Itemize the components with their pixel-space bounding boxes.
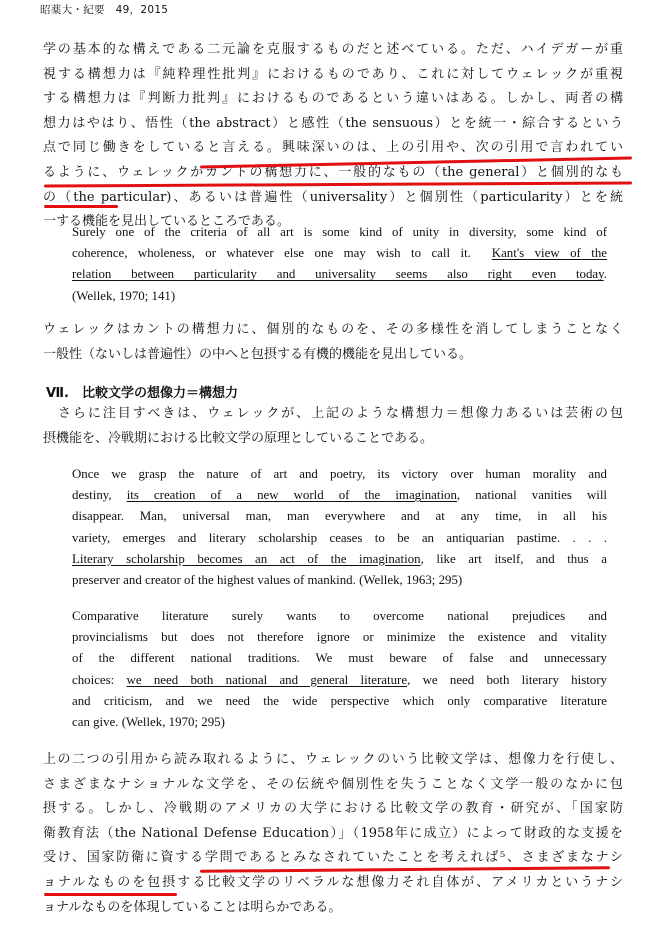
underlined-phrase: Kant's view of the	[491, 246, 607, 261]
quote-line	[72, 549, 607, 570]
text-line: 受け、国家防衛に資する学問であるとみなされていたことを考えれば⁵、さまざまなナシ	[43, 850, 623, 866]
running-header: 昭薬大・紀要 49，2015	[40, 4, 169, 16]
quote-line: can give. (Wellek, 1970; 295)	[72, 714, 225, 729]
quote-line	[72, 485, 607, 506]
text-line: 一般性（ないしは普遍性）の中へと包摂する有機的機能を見出している。	[43, 346, 473, 362]
block-quote-2	[72, 464, 607, 591]
quote-text: , national vanities will	[456, 488, 607, 503]
text-line: ョナルなものを包摂する比較文学のリベラルな想像力それ自体が、アメリカというナシ	[43, 874, 623, 890]
underlined-phrase: its creation of a new world of the imagination	[126, 488, 457, 503]
text-line: 摂する。しかし、冷戦期のアメリカの大学における比較文学の教育・研究が、「国家防	[43, 801, 623, 817]
text-line: 上の二つの引用から読み取れるように、ウェレックのいう比較文学は、想像力を行使し、	[43, 752, 623, 767]
quote-text: .	[603, 267, 607, 282]
underlined-phrase: Literary scholarship becomes an act of the imagination	[72, 551, 421, 566]
quote-text: , we need both literary history	[407, 672, 607, 687]
quote-line	[72, 670, 607, 691]
quote-line: preserver and creator of the highest values of mankind. (Wellek, 1963; 295)	[72, 572, 463, 587]
quote-line: Surely one of the criteria of all art is some kind of unity in diversity, some kind of	[72, 225, 607, 239]
block-quote-1	[72, 222, 607, 307]
quote-line: Comparative literature surely wants to overcome national prejudices and	[72, 609, 607, 623]
paragraph-3	[43, 402, 623, 451]
block-quote-3	[72, 606, 607, 733]
quote-line: provincialisms but does not therefore ignore or minimize the existence and vitality	[72, 630, 607, 645]
text-line: さらに注目すべきは、ウェレックが、上記のような構想力＝想像力あるいは芸術の包	[43, 406, 623, 421]
quote-text: destiny,	[72, 488, 112, 503]
quote-line: (Wellek, 1970; 141)	[72, 288, 176, 303]
text-line: 点で同じ働きをしていると言える。興味深いのは、上の引用や、次の引用で言われてい	[43, 140, 623, 156]
quote-text: , like art itself, and thus a	[420, 551, 607, 566]
underlined-phrase: relation between particularity and universality seems also right even today	[72, 267, 604, 282]
underlined-phrase: we need both national and general literature	[126, 672, 408, 687]
text-line: 想力はやはり、悟性（the abstract）と感性（the sensuous）とを統一・綜合するという	[43, 115, 623, 131]
text-line: ウェレックはカントの構想力に、個別的なものを、その多様性を消してしまうことなく	[43, 322, 623, 337]
quote-text: coherence, wholeness, or whatever else one may wish to call it.	[72, 246, 471, 261]
quote-line: Once we grasp the nature of art and poetry, its victory over human morality and	[72, 467, 607, 481]
quote-line	[72, 264, 607, 285]
quote-line	[72, 243, 607, 264]
quote-line: of the different national traditions. We must beware of false and unnecessary	[72, 651, 607, 666]
text-line: する構想力は『判断力批判』におけるものであるという違いはある。しかし、両者の構	[43, 91, 623, 107]
red-underline-mark	[44, 205, 118, 208]
text-line: ョナルなものを体現していることは明らかである。	[43, 899, 342, 915]
red-underline-mark	[44, 893, 177, 896]
text-line: 視する構想力は『純粋理性批判』におけるものであり、これに対してウェレックが重視	[43, 66, 623, 82]
quote-line: variety, emerges and literary scholarship ceases to be an antiquarian pastime. . . .	[72, 530, 607, 545]
text-line: 一する機能を見出しているところである。	[43, 214, 290, 230]
quote-line: disappear. Man, universal man, man everywhere and at any time, in all his	[72, 509, 607, 524]
paragraph-1	[43, 38, 623, 235]
text-line: の（the particular)、あるいは普遍性（universality）と個別性（particularity）とを統	[43, 189, 623, 205]
text-line: 摂機能を、冷戦期における比較文学の原理としていることである。	[43, 430, 434, 446]
quote-text: choices:	[72, 672, 115, 687]
text-line: さまざまなナショナルな文学を、その伝統や個別性を失うことなく文学一般のなかに包	[43, 776, 623, 792]
section-heading: Ⅶ. 比較文学の想像力＝構想力	[46, 386, 238, 401]
paragraph-2	[43, 318, 623, 367]
text-line: 衛教育法（the National Defense Education）」（1958年に成立）によって財政的な支援を	[43, 825, 623, 841]
text-line: るように、ウェレックがカントの構想力に、一般的なもの（the general）と個別的なも	[43, 164, 623, 180]
text-line: 学の基本的な構えである二元論を克服するものだと述べている。ただ、ハイデガーが重	[43, 42, 623, 57]
quote-line: and criticism, and we need the wide perspective which only comparative literature	[72, 693, 607, 708]
